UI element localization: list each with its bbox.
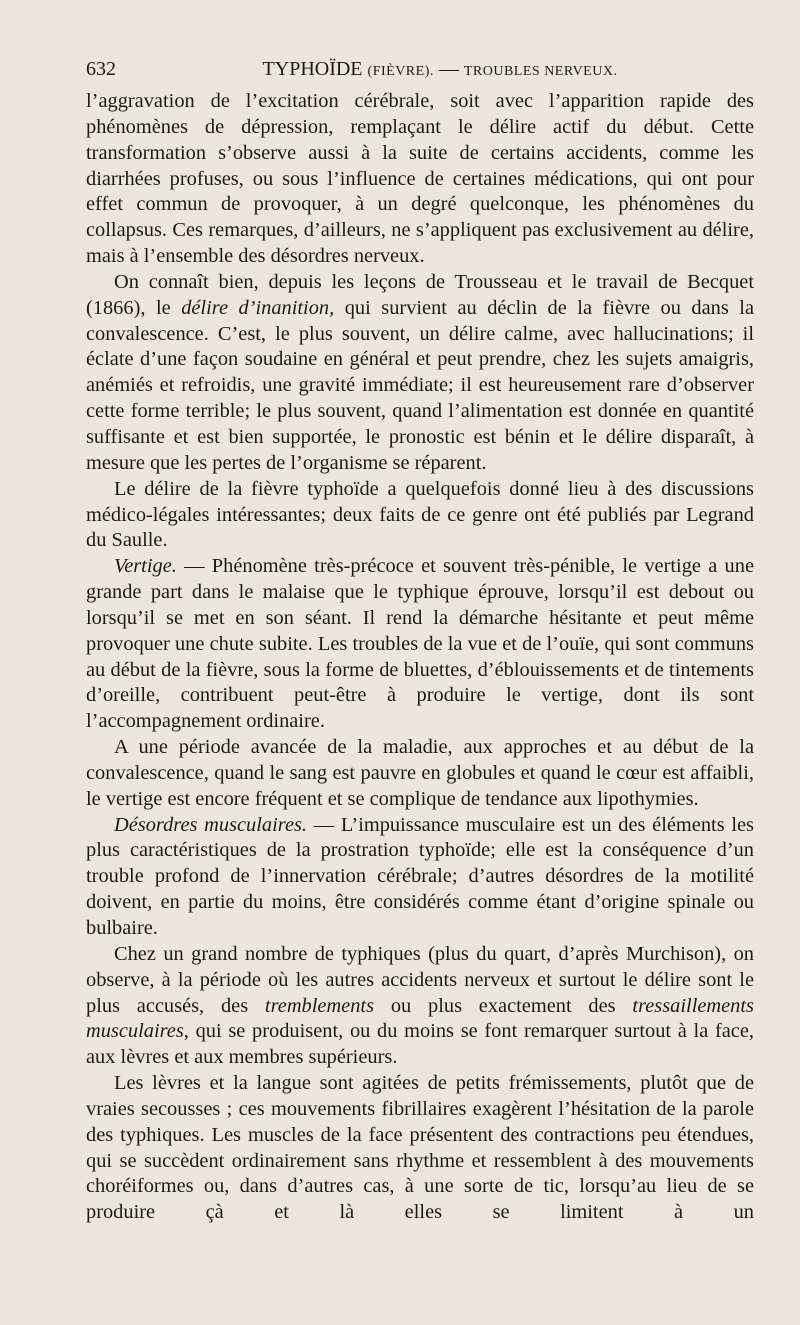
paragraph-vertige-text: — Phénomène très-précoce et souvent très-pénible, le vertige a une grande part dans le malaise que le typhique éprouve, lorsqu’il est debout ou lorsqu’il se met en son séant. Il rend la démarche hésitante et peut même provoquer une chute subite. Les troubles de la vue et de l’ouïe, qui sont communs au début de la fièvre, sous la forme de bluettes, d’éblouissements et de tintements d’oreille, contribuent peut-être à produire le vertige, dont ils sont l’accompagnement ordinaire. [86,555,754,733]
paragraph-7 [86,942,754,1071]
paragraph-3: Le délire de la fièvre typhoïde a quelquefois donné lieu à des discussions médico-légales intéressantes; deux faits de ce genre ont été publiés par Legrand du Saulle. [86,477,754,552]
paragraph-7-part-a: Chez un grand nombre de typhiques (plus du quart, d’après Murchison), on observe, à la période où les autres accidents nerveux et surtout le délire sont le plus accusés, des [86,942,754,1017]
paragraph-7-part-c: , qui se produisent, ou du moins se font remarquer surtout à la face, aux lèvres et aux membres supérieurs. [86,1020,754,1069]
paragraph-7-part-b: ou plus exactement des [374,994,633,1017]
body-text [86,89,754,1226]
running-head-title: TYPHOÏDE [262,58,363,80]
running-head [86,58,754,81]
section-heading-desordres-musculaires: Désordres musculaires. [114,813,308,836]
emphasis-delire-inanition: délire d’inanition, [181,296,335,319]
paragraph-desordres [86,813,754,942]
section-heading-vertige: Vertige. [114,555,177,578]
paragraph-2 [86,270,754,477]
paragraph-desordres-text: — L’impuissance musculaire est un des éléments les plus caractéristiques de la prostration typhoïde; elle est la conséquence d’un trouble profond de l’innervation cérébrale; d’autres désordres de la motilité doivent, en partie du moins, être considérés comme étant d’origine spinale ou bulbaire. [86,813,754,939]
paragraph-2-part-b: qui survient au déclin de la fièvre ou dans la convalescence. C’est, le plus souvent, un délire calme, avec hallucinations; il éclate d’une façon soudaine en général et peut prendre, chez les sujets amaigris, anémiés et refroidis, une gravité immédiate; il est heureusement rare d’observer cette forme terrible; le plus souvent, quand l’alimentation est donnée en quantité suffisante et est bien supportée, le pronostic est bénin et le délire disparaît, à mesure que les pertes de l’organisme se réparent. [86,296,755,474]
emphasis-tremblements: tremblements [264,994,375,1017]
page-header [86,58,754,88]
emphasis-tressaillements: tressaillements musculaires [86,994,754,1043]
paragraph-5: A une période avancée de la maladie, aux approches et au début de la convalescence, quand le sang est pauvre en globules et quand le cœur est affaibli, le vertige est encore fréquent et se complique de tendance aux lipothymies. [86,736,754,810]
running-head-section: TROUBLES NERVEUX. [463,64,618,79]
paragraph-1: l’aggravation de l’excitation cérébrale, soit avec l’apparition rapide des phénomènes de dépression, remplaçant le délire actif du début. Cette transformation s’observe aussi à la suite de certains accidents, comme les diarrhées profuses, ou sous l’influence de certaines médications, qui ont pour effet commun de provoquer, à un degré quelconque, les phénomènes du collapsus. Ces remarques, d’ailleurs, ne s’appliquent pas exclusivement au délire, mais à l’ensemble des désordres nerveux. [86,90,754,268]
paragraph-vertige [86,554,754,735]
paragraph-8: Les lèvres et la langue sont agitées de petits frémissements, plutôt que de vraies secousses ; ces mouvements fibrillaires exagèrent l’hésitation de la parole des typhiques. Les muscles de la face présentent des contractions peu étendues, qui se succèdent ordinairement sans rhythme et ressemblent à des mouvements choréiformes ou, dans d’autres cas, à une sorte de tic, lorsqu’au lieu de se produire çà et là elles se limitent à un [86,1072,754,1224]
running-head-subtitle: (FIÈVRE). [367,64,434,79]
paragraph-2-part-a: On connaît bien, depuis les leçons de Trousseau et le travail de Becquet (1866), le [86,270,754,319]
page-number: 632 [86,58,116,80]
running-head-dash: — [438,58,459,80]
